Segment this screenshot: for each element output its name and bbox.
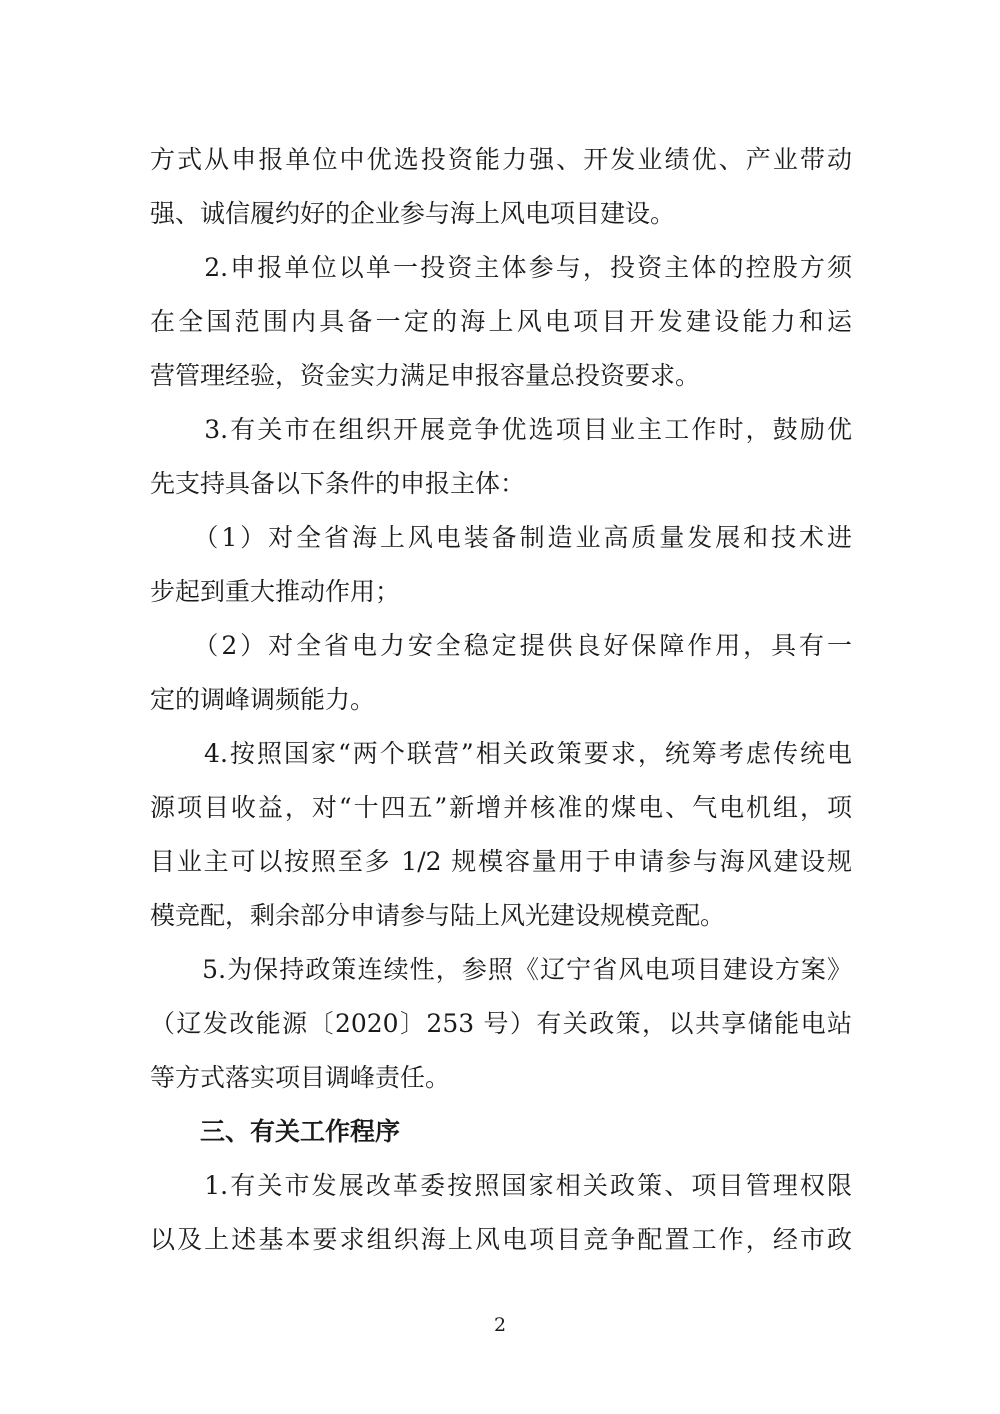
paragraph-line: 1.有关市发展改革委按照国家相关政策、项目管理权限 — [150, 1171, 852, 1200]
paragraph-line: 目业主可以按照至多 1/2 规模容量用于申请参与海风建设规 — [150, 847, 852, 876]
paragraph-line: 以及上述基本要求组织海上风电项目竞争配置工作，经市政 — [150, 1225, 852, 1254]
paragraph-line: 4.按照国家“两个联营”相关政策要求，统筹考虑传统电 — [150, 739, 852, 768]
section-heading: 三、有关工作程序 — [150, 1117, 401, 1146]
paragraph-line: （辽发改能源〔2020〕253 号）有关政策，以共享储能电站 — [150, 1009, 852, 1038]
paragraph-line: 模竞配，剩余部分申请参与陆上风光建设规模竞配。 — [150, 901, 726, 930]
paragraph-line: 5.为保持政策连续性，参照《辽宁省风电项目建设方案》 — [150, 955, 852, 984]
paragraph-line: 强、诚信履约好的企业参与海上风电项目建设。 — [150, 199, 676, 228]
paragraph-line: 在全国范围内具备一定的海上风电项目开发建设能力和运 — [150, 307, 852, 336]
paragraph-line: 3.有关市在组织开展竞争优选项目业主工作时，鼓励优 — [150, 415, 852, 444]
paragraph-line: 源项目收益，对“十四五”新增并核准的煤电、气电机组，项 — [150, 793, 852, 822]
paragraph-line: 步起到重大推动作用； — [150, 577, 401, 606]
paragraph-line: 先支持具备以下条件的申报主体： — [150, 469, 526, 498]
paragraph-line: 定的调峰调频能力。 — [150, 685, 376, 714]
paragraph-line: 营管理经验，资金实力满足申报容量总投资要求。 — [150, 361, 701, 390]
paragraph-line: （1）对全省海上风电装备制造业高质量发展和技术进 — [150, 523, 852, 552]
paragraph-line: （2）对全省电力安全稳定提供良好保障作用，具有一 — [150, 631, 852, 660]
page-number: 2 — [493, 1314, 507, 1336]
paragraph-line: 2.申报单位以单一投资主体参与，投资主体的控股方须 — [150, 253, 852, 282]
paragraph-line: 方式从申报单位中优选投资能力强、开发业绩优、产业带动 — [150, 145, 852, 174]
paragraph-line: 等方式落实项目调峰责任。 — [150, 1063, 451, 1092]
